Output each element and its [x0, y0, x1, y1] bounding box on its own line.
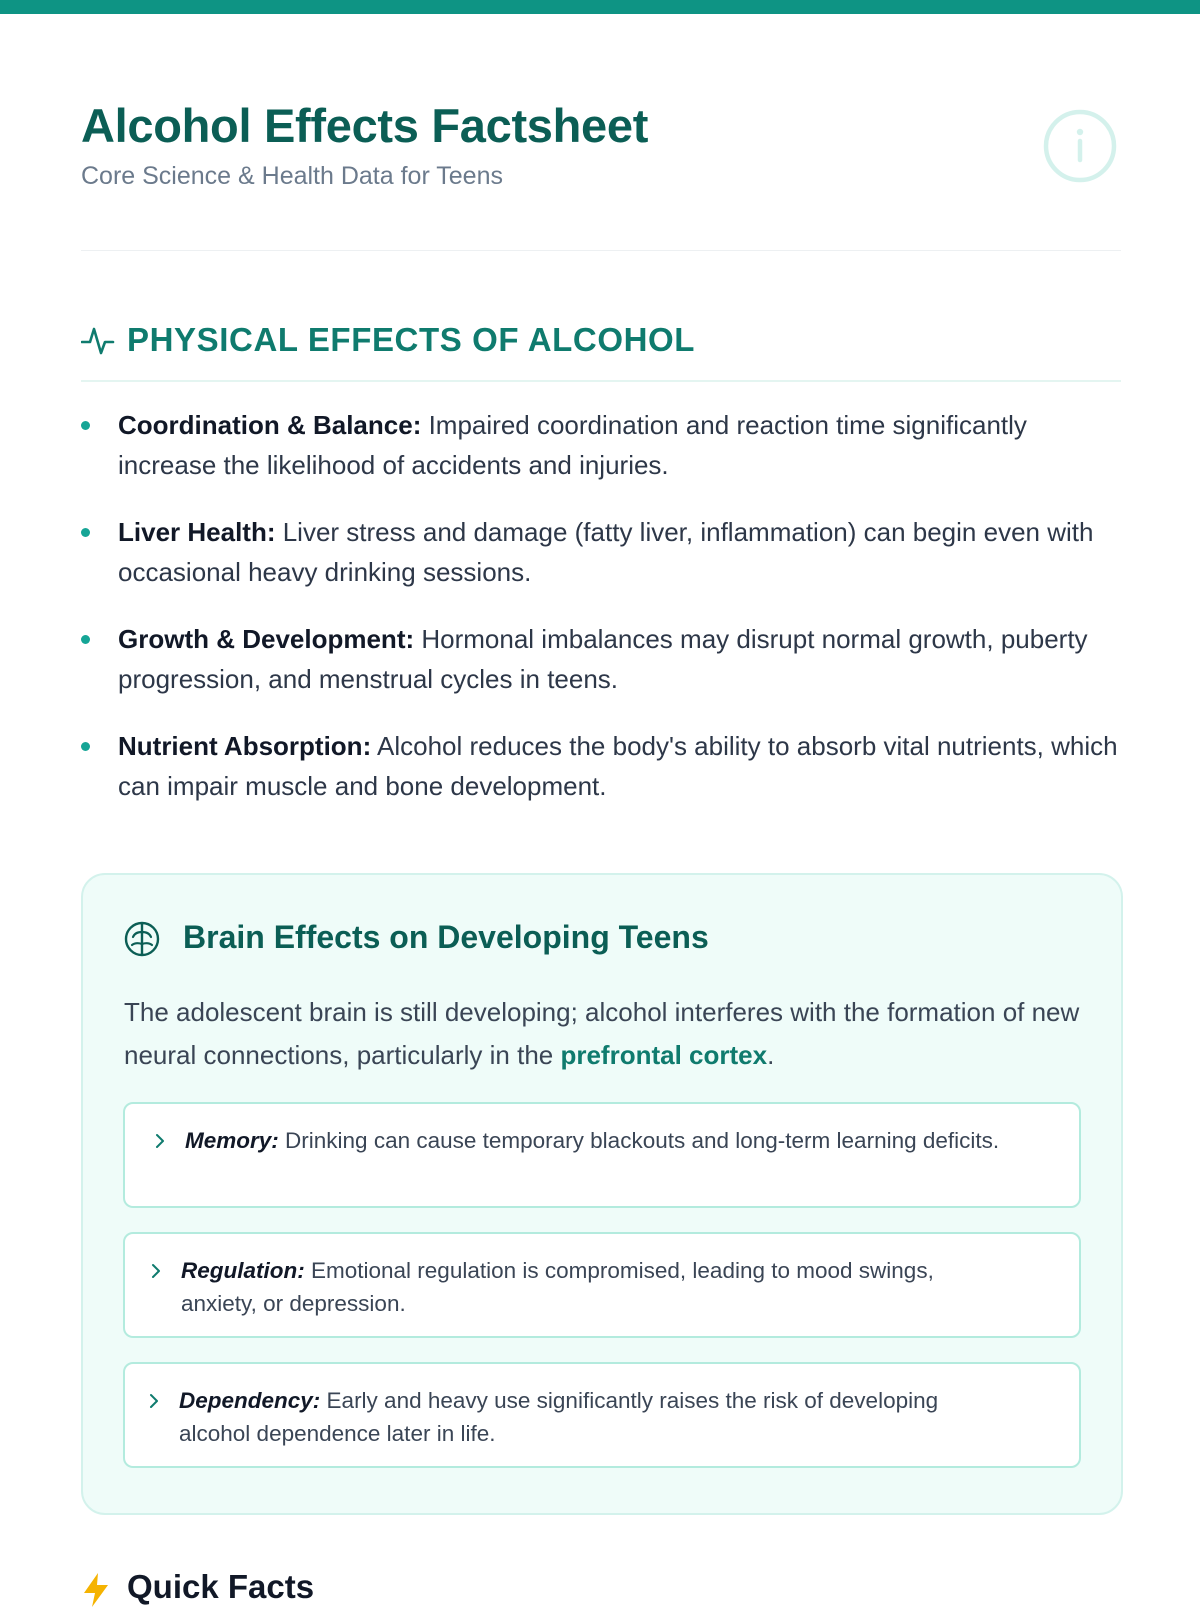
list-item — [81, 512, 1121, 592]
effect-text: Alcohol reduces the body's ability to absorb vital nutrients, which can impair muscle and bone development. — [118, 731, 1118, 801]
section-heading — [81, 318, 1121, 382]
brain-effect-text: Regulation: Emotional regulation is compromised, leading to mood swings, anxiety, or depression. — [181, 1258, 934, 1316]
brain-effect-term: Dependency: — [179, 1388, 321, 1413]
brain-intro-text: The adolescent brain is still developing; alcohol interferes with the formation of new neural connections, particularly in the prefrontal cortex. — [124, 997, 1080, 1070]
page-title: Alcohol Effects Factsheet — [81, 99, 649, 152]
effect-text: Hormonal imbalances may disrupt normal growth, puberty progression, and menstrual cycles in teens. — [118, 624, 1088, 694]
effect-text: Impaired coordination and reaction time significantly increase the likelihood of accidents and injuries. — [118, 410, 1027, 480]
brain-effect-term: Regulation: — [181, 1258, 305, 1283]
physical-effects-heading: PHYSICAL EFFECTS OF ALCOHOL — [127, 321, 696, 358]
list-item — [81, 405, 1121, 485]
page-header — [81, 96, 1121, 192]
chevron-right-icon — [153, 1132, 167, 1150]
effect-text: Liver stress and damage (fatty liver, inflammation) can begin even with occasional heavy drinking sessions. — [118, 517, 1094, 587]
brain-effect-item-memory[interactable] — [123, 1102, 1081, 1208]
brain-effect-item-regulation[interactable] — [123, 1232, 1081, 1338]
brain-effects-list — [123, 1102, 1081, 1492]
list-item — [81, 619, 1121, 699]
effect-term: Nutrient Absorption: — [118, 731, 372, 761]
chevron-right-icon — [149, 1262, 163, 1280]
brain-icon — [123, 920, 161, 958]
brain-effect-term: Memory: — [185, 1128, 279, 1153]
brain-effect-text: Dependency: Early and heavy use significantly raises the risk of developing alcohol dependence later in life. — [179, 1388, 939, 1446]
physical-effects-list — [81, 405, 1121, 833]
quick-facts-section — [81, 1568, 681, 1618]
brain-effects-card — [81, 873, 1123, 1515]
brain-effects-heading: Brain Effects on Developing Teens — [183, 919, 709, 955]
chevron-right-icon — [147, 1392, 161, 1410]
brain-effect-item-dependency[interactable] — [123, 1362, 1081, 1468]
effect-term: Coordination & Balance: — [118, 410, 422, 440]
effect-term: Growth & Development: — [118, 624, 415, 654]
brain-effect-text: Memory: Drinking can cause temporary blackouts and long-term learning deficits. — [185, 1128, 1000, 1153]
page-subtitle: Core Science & Health Data for Teens — [81, 162, 503, 190]
top-accent-bar — [0, 0, 1200, 14]
header-divider — [81, 250, 1121, 251]
lightning-bolt-icon — [81, 1572, 111, 1608]
effect-term: Liver Health: — [118, 517, 276, 547]
pulse-icon — [81, 324, 115, 358]
quick-facts-heading: Quick Facts — [127, 1568, 315, 1605]
list-item — [81, 726, 1121, 806]
info-icon[interactable] — [1042, 108, 1118, 184]
highlight-term: prefrontal cortex — [560, 1040, 768, 1070]
